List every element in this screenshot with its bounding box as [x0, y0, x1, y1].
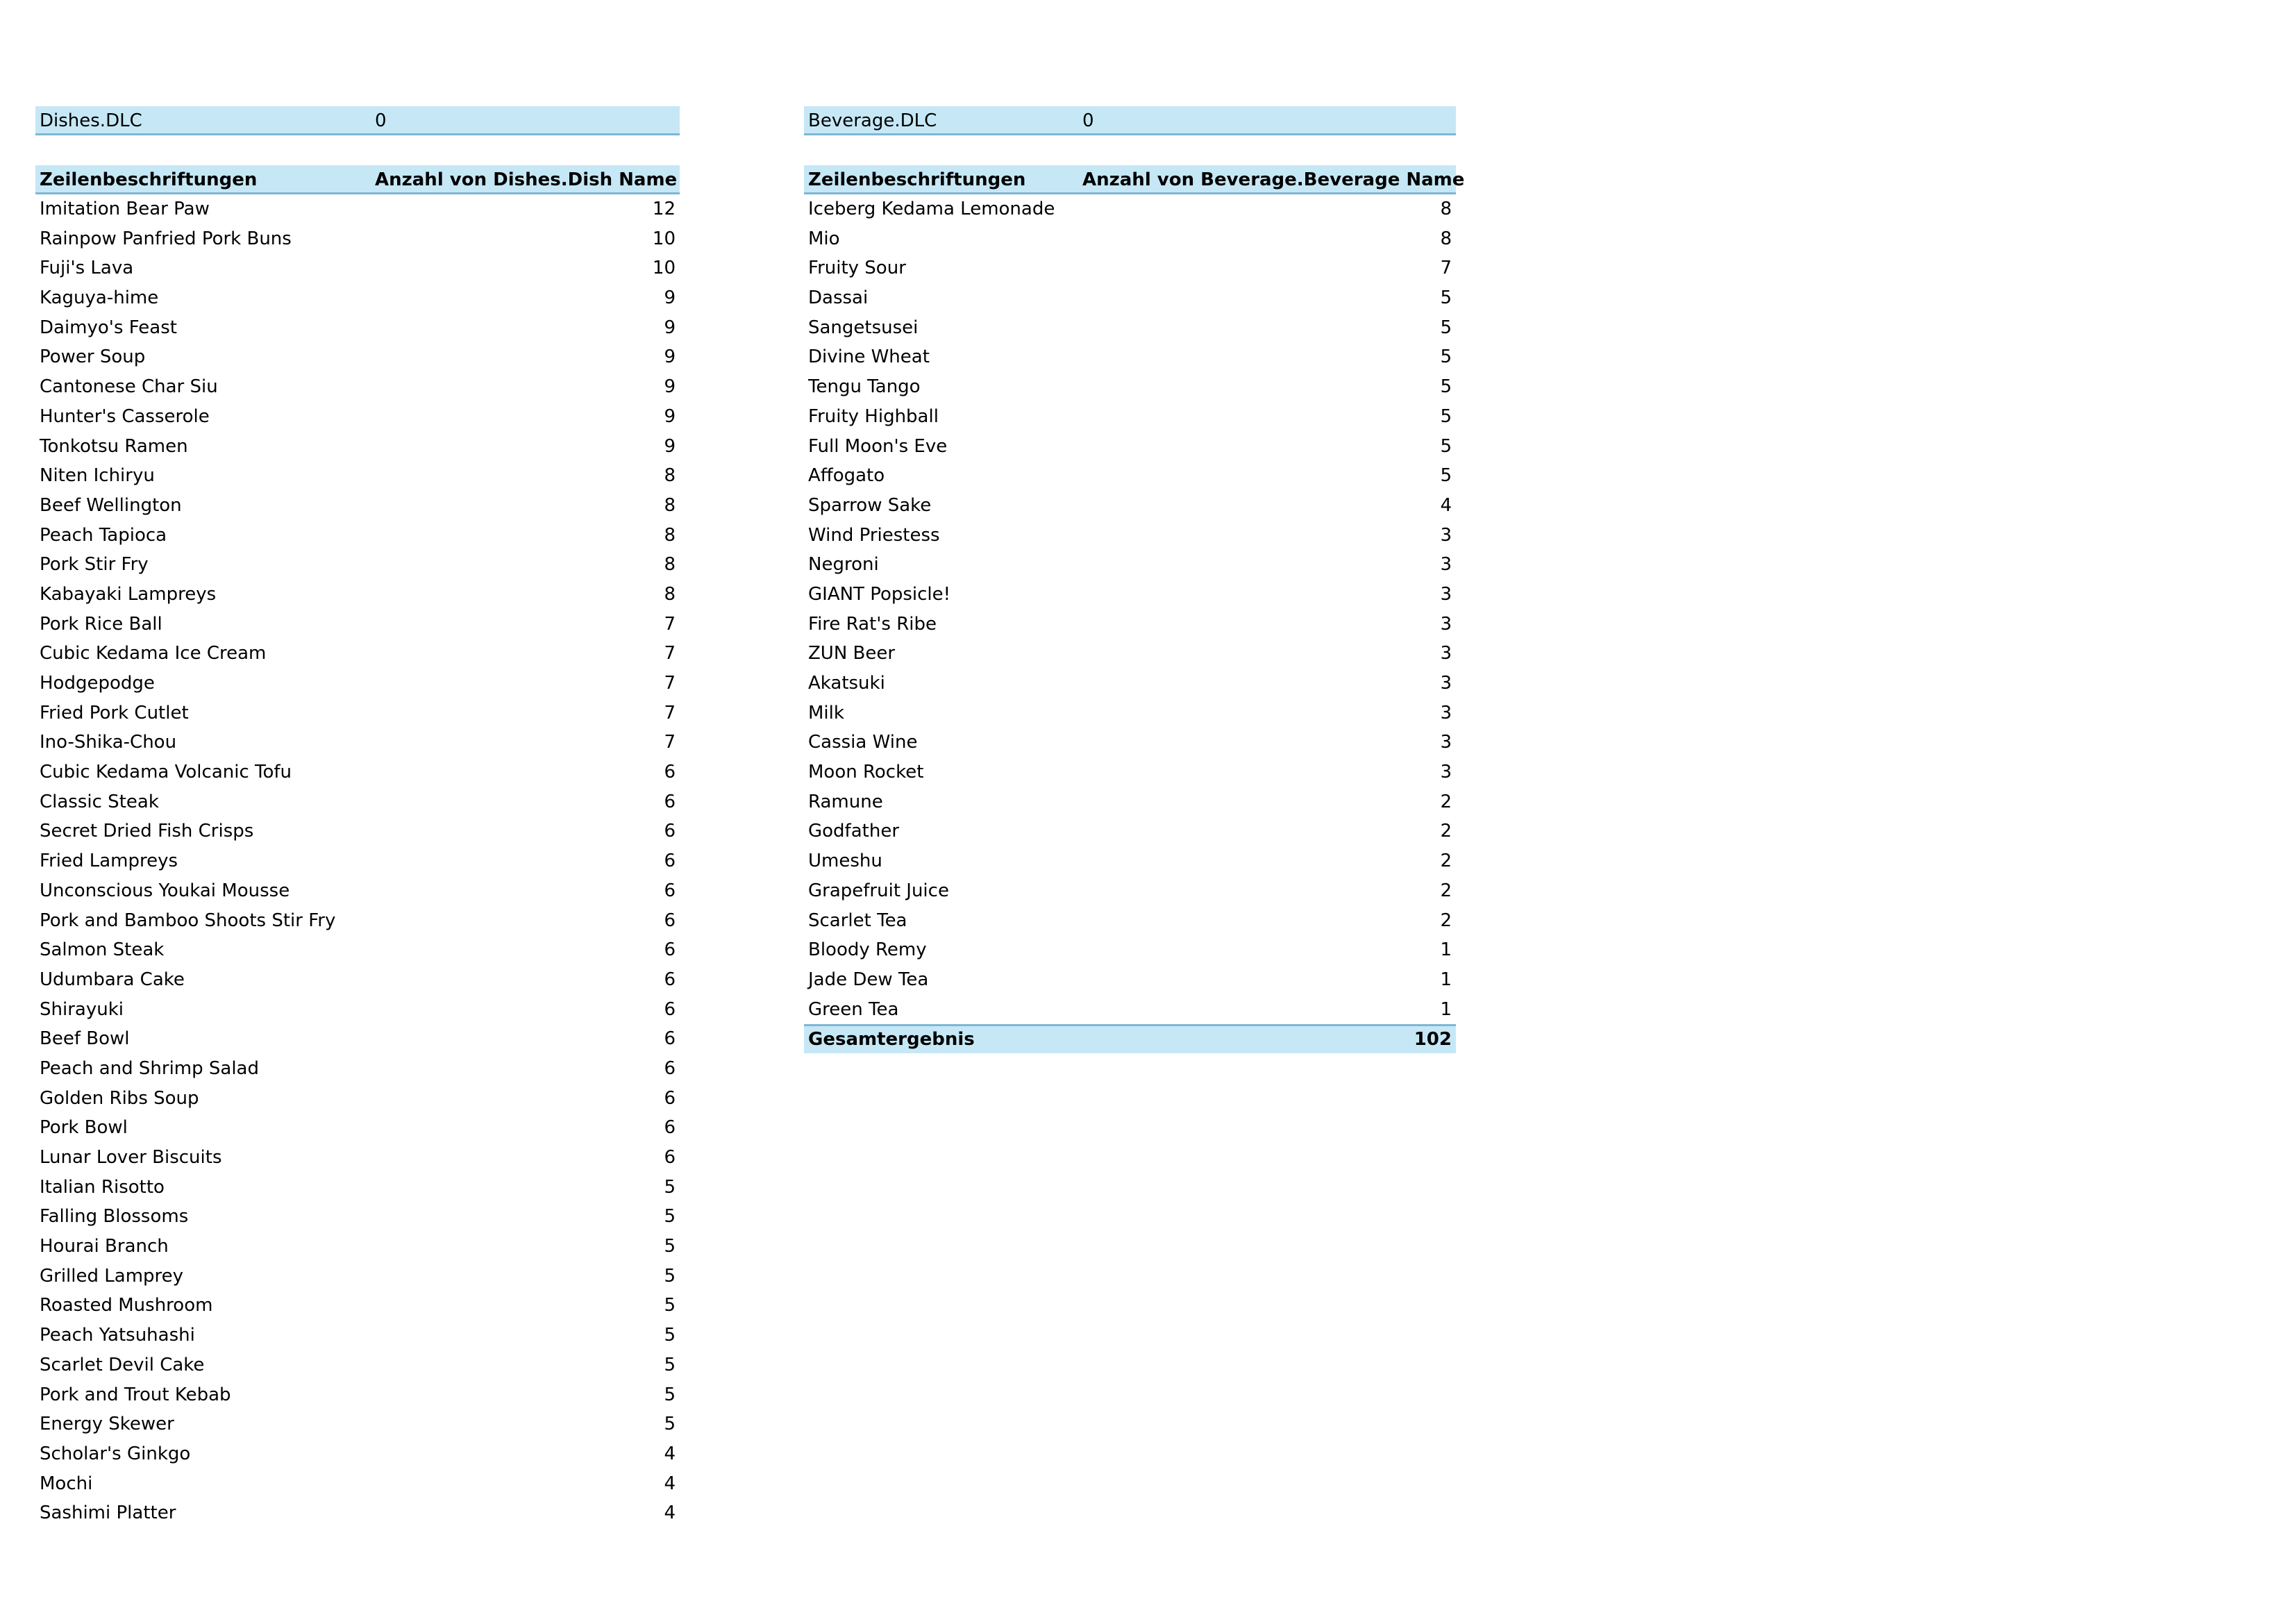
beverage-row-name: Affogato [808, 465, 885, 487]
dishes-row-count: 5 [664, 1236, 676, 1257]
dishes-row-count: 9 [664, 376, 676, 398]
dishes-row-count: 6 [664, 1087, 676, 1109]
dishes-row-count: 5 [664, 1265, 676, 1287]
beverage-row-count: 3 [1440, 524, 1452, 546]
dishes-row-name: Tonkotsu Ramen [40, 435, 188, 457]
beverage-table-row[interactable] [804, 995, 1456, 1025]
dishes-row-name: Rainpow Panfried Pork Buns [40, 228, 292, 249]
dishes-row-name: Kabayaki Lampreys [40, 583, 217, 605]
dishes-table-row[interactable] [35, 550, 680, 580]
dishes-row-name: Imitation Bear Paw [40, 199, 210, 219]
beverage-row-count: 5 [1440, 435, 1452, 457]
dishes-header-row-labels[interactable]: Zeilenbeschriftungen [40, 169, 258, 190]
beverage-row-count: 2 [1440, 821, 1452, 842]
beverage-row-count: 1 [1440, 969, 1452, 990]
dishes-row-name: Fried Lampreys [40, 851, 178, 872]
beverage-total-row [804, 1024, 1456, 1053]
beverage-table-row[interactable] [804, 669, 1456, 698]
dishes-row-count: 5 [664, 1206, 676, 1228]
dishes-table-row[interactable] [35, 639, 680, 669]
dishes-row-count: 6 [664, 1028, 676, 1050]
beverage-row-name: Wind Priestess [808, 524, 940, 546]
beverage-row-count: 5 [1440, 317, 1452, 338]
beverage-table-row[interactable] [804, 402, 1456, 432]
dishes-table-row[interactable] [35, 402, 680, 432]
dishes-table-row[interactable] [35, 1291, 680, 1321]
dishes-row-name: Udumbara Cake [40, 969, 185, 990]
dishes-row-name: Italian Risotto [40, 1176, 165, 1198]
dishes-table-row[interactable] [35, 1321, 680, 1350]
dishes-row-count: 9 [664, 346, 676, 368]
dishes-row-count: 6 [664, 880, 676, 901]
beverage-row-name: Ramune [808, 791, 883, 812]
dishes-header-row [35, 165, 680, 194]
dishes-row-name: Pork Rice Ball [40, 613, 162, 635]
beverage-total-label: Gesamtergebnis [808, 1029, 975, 1050]
dishes-row-count: 6 [664, 910, 676, 931]
beverage-row-name: Dassai [808, 287, 869, 309]
beverage-row-count: 3 [1440, 732, 1452, 753]
dishes-row-name: Hunter's Casserole [40, 405, 210, 427]
dishes-row-name: Cubic Kedama Ice Cream [40, 643, 267, 664]
dishes-row-name: Peach and Shrimp Salad [40, 1057, 259, 1079]
dishes-row-name: Pork and Trout Kebab [40, 1384, 231, 1405]
dishes-header-count: Anzahl von Dishes.Dish Name [375, 169, 678, 190]
beverage-row-name: Negroni [808, 554, 879, 576]
beverage-table-row[interactable] [804, 639, 1456, 669]
beverage-rows [804, 194, 1456, 1053]
dishes-table-row[interactable] [35, 1202, 680, 1232]
beverage-row-count: 5 [1440, 346, 1452, 368]
dishes-row-count: 4 [664, 1473, 676, 1494]
dishes-row-name: Pork Bowl [40, 1117, 128, 1139]
dishes-row-count: 4 [664, 1502, 676, 1524]
beverage-header-row-labels[interactable]: Zeilenbeschriftungen [808, 169, 1026, 190]
dishes-row-count: 7 [664, 643, 676, 664]
dishes-table-row[interactable] [35, 521, 680, 551]
dishes-row-name: Hourai Branch [40, 1236, 169, 1257]
beverage-row-name: Bloody Remy [808, 939, 927, 961]
dishes-row-count: 12 [652, 199, 676, 219]
beverage-table-row[interactable] [804, 846, 1456, 876]
beverage-filter-label: Beverage.DLC [808, 110, 937, 131]
beverage-table-row[interactable] [804, 313, 1456, 343]
dishes-row-count: 8 [664, 583, 676, 605]
dishes-table-row[interactable] [35, 995, 680, 1025]
beverage-row-name: GIANT Popsicle! [808, 583, 951, 605]
beverage-table-row[interactable] [804, 550, 1456, 580]
dishes-row-name: Falling Blossoms [40, 1206, 189, 1228]
dishes-row-count: 6 [664, 998, 676, 1020]
dishes-row-name: Golden Ribs Soup [40, 1087, 199, 1109]
beverage-table-row[interactable] [804, 580, 1456, 610]
beverage-row-count: 5 [1440, 287, 1452, 309]
dishes-row-name: Pork and Bamboo Shoots Stir Fry [40, 910, 336, 931]
dishes-table-row[interactable] [35, 1054, 680, 1084]
dishes-table-row[interactable] [35, 817, 680, 846]
dishes-row-count: 7 [664, 732, 676, 753]
beverage-row-count: 1 [1440, 939, 1452, 961]
dishes-row-count: 9 [664, 287, 676, 309]
beverage-row-name: Tengu Tango [808, 376, 921, 398]
dishes-table-row[interactable] [35, 1232, 680, 1262]
dishes-row-count: 8 [664, 524, 676, 546]
dishes-table-row[interactable] [35, 432, 680, 462]
beverage-row-name: Green Tea [808, 998, 899, 1020]
beverage-row-count: 2 [1440, 910, 1452, 931]
beverage-table-row[interactable] [804, 432, 1456, 462]
beverage-row-name: Fruity Sour [808, 258, 906, 279]
dishes-row-count: 6 [664, 1147, 676, 1168]
dishes-table-row[interactable] [35, 1113, 680, 1143]
beverage-table-row[interactable] [804, 372, 1456, 402]
beverage-table-row[interactable] [804, 461, 1456, 491]
dishes-row-count: 6 [664, 791, 676, 812]
beverage-table-row[interactable] [804, 283, 1456, 313]
dishes-table-row[interactable] [35, 194, 680, 224]
dishes-table-row[interactable] [35, 728, 680, 757]
dishes-table-row[interactable] [35, 1262, 680, 1291]
dishes-table-row[interactable] [35, 935, 680, 965]
dishes-row-name: Beef Wellington [40, 494, 182, 516]
beverage-row-count: 2 [1440, 880, 1452, 901]
beverage-row-name: Sparrow Sake [808, 494, 932, 516]
dishes-table-row[interactable] [35, 906, 680, 936]
dishes-row-name: Fried Pork Cutlet [40, 702, 189, 723]
beverage-row-count: 5 [1440, 376, 1452, 398]
beverage-filter-row[interactable] [804, 106, 1456, 135]
beverage-row-count: 3 [1440, 613, 1452, 635]
dishes-row-count: 8 [664, 494, 676, 516]
beverage-row-count: 2 [1440, 791, 1452, 812]
dishes-table-row[interactable] [35, 461, 680, 491]
dishes-table-row[interactable] [35, 1024, 680, 1054]
beverage-row-name: Full Moon's Eve [808, 435, 948, 457]
dishes-table-row[interactable] [35, 757, 680, 787]
beverage-table-row[interactable] [804, 787, 1456, 817]
beverage-table-row[interactable] [804, 253, 1456, 283]
beverage-table-row[interactable] [804, 610, 1456, 639]
beverage-table-row[interactable] [804, 491, 1456, 521]
dishes-row-count: 5 [664, 1414, 676, 1435]
beverage-header-row [804, 165, 1465, 194]
dishes-row-name: Lunar Lover Biscuits [40, 1147, 222, 1168]
dishes-row-name: Secret Dried Fish Crisps [40, 821, 254, 842]
dishes-table-row[interactable] [35, 610, 680, 639]
dishes-row-name: Roasted Mushroom [40, 1295, 213, 1316]
beverage-row-name: Sangetsusei [808, 317, 919, 338]
dishes-table-row[interactable] [35, 1380, 680, 1410]
dishes-row-count: 10 [652, 228, 676, 249]
beverage-total-value: 102 [1414, 1029, 1452, 1050]
dishes-table-row[interactable] [35, 313, 680, 343]
dishes-row-count: 9 [664, 405, 676, 427]
dishes-row-count: 6 [664, 1117, 676, 1139]
dishes-row-name: Mochi [40, 1473, 93, 1494]
dishes-row-name: Salmon Steak [40, 939, 165, 961]
dishes-table-row[interactable] [35, 1439, 680, 1469]
dishes-table-row[interactable] [35, 1173, 680, 1203]
dishes-filter-label: Dishes.DLC [40, 110, 142, 131]
beverage-row-name: Umeshu [808, 851, 882, 872]
beverage-row-name: Cassia Wine [808, 732, 918, 753]
dishes-row-count: 6 [664, 821, 676, 842]
dishes-row-name: Scarlet Devil Cake [40, 1354, 205, 1375]
dishes-row-name: Beef Bowl [40, 1028, 130, 1050]
beverage-table-row[interactable] [804, 698, 1456, 728]
dishes-row-count: 6 [664, 969, 676, 990]
beverage-row-count: 1 [1440, 998, 1452, 1020]
beverage-table-row[interactable] [804, 342, 1456, 372]
dishes-rows [35, 194, 680, 1528]
dishes-row-name: Classic Steak [40, 791, 159, 812]
dishes-table-row[interactable] [35, 491, 680, 521]
dishes-row-count: 5 [664, 1325, 676, 1346]
dishes-table-row[interactable] [35, 253, 680, 283]
beverage-row-count: 8 [1440, 228, 1452, 249]
dishes-row-count: 9 [664, 317, 676, 338]
dishes-table-row[interactable] [35, 224, 680, 254]
dishes-row-count: 6 [664, 1057, 676, 1079]
dishes-row-count: 5 [664, 1176, 676, 1198]
dishes-row-name: Unconscious Youkai Mousse [40, 880, 290, 901]
beverage-row-count: 7 [1440, 258, 1452, 279]
dishes-table-row[interactable] [35, 669, 680, 698]
dishes-row-name: Peach Yatsuhashi [40, 1325, 195, 1346]
dishes-row-name: Cubic Kedama Volcanic Tofu [40, 762, 292, 783]
beverage-row-count: 8 [1440, 199, 1452, 219]
dishes-row-count: 7 [664, 613, 676, 635]
beverage-table-row[interactable] [804, 965, 1456, 995]
dishes-row-name: Kaguya-hime [40, 287, 159, 309]
dishes-row-name: Shirayuki [40, 998, 124, 1020]
dishes-row-name: Daimyo's Feast [40, 317, 177, 338]
dishes-table-row[interactable] [35, 787, 680, 817]
dishes-table-row[interactable] [35, 698, 680, 728]
beverage-row-count: 5 [1440, 465, 1452, 487]
beverage-row-count: 3 [1440, 673, 1452, 694]
dishes-row-name: Grilled Lamprey [40, 1265, 184, 1287]
beverage-table-row[interactable] [804, 224, 1456, 254]
beverage-row-name: Scarlet Tea [808, 910, 907, 931]
dishes-table-row[interactable] [35, 846, 680, 876]
dishes-table-row[interactable] [35, 1350, 680, 1380]
beverage-table-row[interactable] [804, 521, 1456, 551]
dishes-row-count: 4 [664, 1443, 676, 1464]
beverage-header-count: Anzahl von Beverage.Beverage Name [1082, 169, 1465, 190]
beverage-table-row[interactable] [804, 728, 1456, 757]
beverage-row-count: 4 [1440, 494, 1452, 516]
dishes-table-row[interactable] [35, 1409, 680, 1439]
dishes-row-count: 5 [664, 1354, 676, 1375]
beverage-table-row[interactable] [804, 757, 1456, 787]
beverage-row-count: 3 [1440, 643, 1452, 664]
beverage-table-row[interactable] [804, 906, 1456, 936]
dishes-row-count: 6 [664, 939, 676, 961]
beverage-row-count: 3 [1440, 554, 1452, 576]
dishes-row-count: 9 [664, 435, 676, 457]
beverage-row-name: Fruity Highball [808, 405, 939, 427]
dishes-row-count: 7 [664, 673, 676, 694]
beverage-row-name: Iceberg Kedama Lemonade [808, 199, 1055, 219]
dishes-row-name: Ino-Shika-Chou [40, 732, 177, 753]
dishes-table-row[interactable] [35, 372, 680, 402]
beverage-row-name: Mio [808, 228, 840, 249]
dishes-table-row[interactable] [35, 1469, 680, 1499]
dishes-row-count: 10 [652, 258, 676, 279]
beverage-table-row[interactable] [804, 935, 1456, 965]
dishes-row-count: 5 [664, 1295, 676, 1316]
beverage-row-name: Divine Wheat [808, 346, 930, 368]
beverage-row-name: Akatsuki [808, 673, 885, 694]
beverage-filter-value[interactable]: 0 [1082, 110, 1094, 131]
dishes-row-name: Power Soup [40, 346, 146, 368]
beverage-row-count: 3 [1440, 702, 1452, 723]
dishes-row-name: Scholar's Ginkgo [40, 1443, 191, 1464]
dishes-table-row[interactable] [35, 876, 680, 906]
dishes-filter-value[interactable]: 0 [375, 110, 387, 131]
dishes-row-count: 7 [664, 702, 676, 723]
dishes-table-row[interactable] [35, 1084, 680, 1114]
beverage-row-name: Moon Rocket [808, 762, 924, 783]
dishes-row-name: Cantonese Char Siu [40, 376, 218, 398]
dishes-row-name: Sashimi Platter [40, 1502, 176, 1524]
beverage-table-row[interactable] [804, 194, 1456, 224]
dishes-table-row[interactable] [35, 342, 680, 372]
dishes-table-row[interactable] [35, 1498, 680, 1528]
dishes-row-count: 5 [664, 1384, 676, 1405]
beverage-row-name: Jade Dew Tea [808, 969, 929, 990]
beverage-table-row[interactable] [804, 876, 1456, 906]
dishes-row-count: 8 [664, 554, 676, 576]
dishes-table-row[interactable] [35, 1143, 680, 1173]
beverage-row-count: 5 [1440, 405, 1452, 427]
dishes-row-name: Niten Ichiryu [40, 465, 155, 487]
dishes-table-row[interactable] [35, 965, 680, 995]
beverage-row-name: ZUN Beer [808, 643, 896, 664]
dishes-filter-row[interactable] [35, 106, 680, 135]
dishes-row-name: Energy Skewer [40, 1414, 174, 1435]
beverage-row-count: 2 [1440, 851, 1452, 872]
beverage-row-count: 3 [1440, 762, 1452, 783]
dishes-table-row[interactable] [35, 580, 680, 610]
dishes-table-row[interactable] [35, 283, 680, 313]
beverage-row-name: Fire Rat's Ribe [808, 613, 937, 635]
beverage-row-name: Milk [808, 702, 844, 723]
beverage-table-row[interactable] [804, 817, 1456, 846]
beverage-row-name: Grapefruit Juice [808, 880, 949, 901]
dishes-row-name: Pork Stir Fry [40, 554, 149, 576]
dishes-row-name: Fuji's Lava [40, 258, 134, 279]
beverage-row-count: 3 [1440, 583, 1452, 605]
dishes-row-name: Peach Tapioca [40, 524, 167, 546]
dishes-row-count: 6 [664, 851, 676, 872]
beverage-row-name: Godfather [808, 821, 900, 842]
dishes-row-count: 8 [664, 465, 676, 487]
dishes-row-count: 6 [664, 762, 676, 783]
dishes-row-name: Hodgepodge [40, 673, 155, 694]
